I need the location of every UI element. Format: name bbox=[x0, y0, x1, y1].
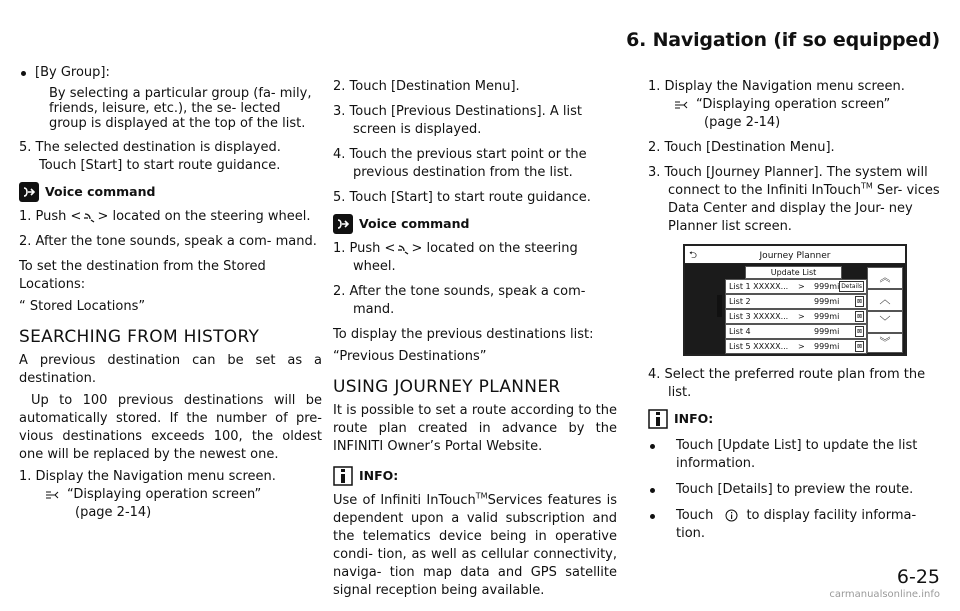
steering-talk-icon bbox=[397, 243, 409, 255]
journey-step-1: 1. Display the Navigation menu screen. bbox=[648, 79, 905, 94]
history-paragraph-2: Up to 100 previous destinations will be automatically stored. If the number of pre- vious destinations exceeds 100, the oldest one will be replaced by the newest one. bbox=[19, 393, 322, 462]
list-row[interactable]: List 2 999mi ⊠ bbox=[725, 294, 867, 309]
voice-step-1: 1. Push < > located on the steering wheel. bbox=[19, 209, 311, 224]
scroll-top-icon[interactable]: ︽ bbox=[867, 267, 903, 289]
info-circle-icon bbox=[725, 509, 738, 522]
reference-link: “Displaying operation screen” bbox=[19, 486, 322, 504]
info-heading: INFO: bbox=[333, 466, 617, 486]
info-button[interactable]: ⊠ bbox=[856, 328, 862, 335]
scroll-down-icon[interactable]: ﹀ bbox=[867, 311, 903, 333]
journey-paragraph: It is possible to set a route according to the route plan created in advance by the INFINITI Owner’s Portal Website. bbox=[333, 403, 617, 454]
list-row[interactable]: List 1 XXXXX... > 999mi Details bbox=[725, 279, 867, 294]
info-paragraph: Use of Infiniti InTouch™Services features is dependent upon a valid subscription and the telematics device being in operative condi- tion, as well as cellular connectivity, naviga- tion map data and GPS satellite signal reception being available. bbox=[333, 491, 617, 598]
prev-step-2: 2. Touch [Destination Menu]. bbox=[333, 79, 520, 94]
info-button[interactable]: ⊠ bbox=[856, 343, 862, 350]
section-heading-journey: USING JOURNEY PLANNER bbox=[333, 377, 561, 397]
prev-step-4: 4. Touch the previous start point or the previous destination from the list. bbox=[333, 147, 587, 180]
journey-step-3: 3. Touch [Journey Planner]. The system will connect to the Infiniti InTouch™ Ser- vices Data Center and display the Jour- ney Planner list screen. bbox=[648, 165, 940, 234]
info-bullet-2: Touch [Details] to preview the route. bbox=[648, 481, 941, 499]
info-button[interactable]: ⊠ bbox=[856, 298, 862, 305]
list-row[interactable]: List 4 999mi ⊠ bbox=[725, 324, 867, 339]
voice-command-heading: Voice command bbox=[333, 214, 617, 234]
steering-talk-icon bbox=[83, 211, 95, 223]
list-row[interactable]: List 5 XXXXX... > 999mi ⊠ bbox=[725, 339, 867, 354]
stored-locations-command: “ Stored Locations” bbox=[19, 299, 146, 314]
by-group-description: By selecting a particular group (fa- mily, friends, leisure, etc.), the se- lected group is displayed at the top of the list. bbox=[49, 86, 312, 131]
info-icon bbox=[648, 409, 668, 429]
reference-page: (page 2-14) bbox=[75, 505, 152, 520]
prev-step-3: 3. Touch [Previous Destinations]. A list screen is displayed. bbox=[333, 104, 582, 137]
scroll-bottom-icon[interactable]: ︾ bbox=[867, 333, 903, 353]
details-button[interactable]: Details bbox=[841, 283, 862, 290]
watermark: carmanualsonline.info bbox=[829, 589, 940, 600]
journey-planner-screenshot bbox=[683, 244, 907, 356]
reference-hand-icon bbox=[45, 490, 63, 500]
page-header-title: 6. Navigation (if so equipped) bbox=[626, 29, 940, 51]
info-bullet-1: Touch [Update List] to update the list information. bbox=[648, 437, 941, 473]
info-icon bbox=[333, 466, 353, 486]
list-row[interactable]: List 3 XXXXX... > 999mi ⊠ bbox=[725, 309, 867, 324]
selection-marker bbox=[717, 295, 722, 317]
step-5: 5. The selected destination is displayed. Touch [Start] to start route guidance. bbox=[19, 140, 281, 173]
journey-step-4: 4. Select the preferred route plan from the list. bbox=[648, 367, 926, 400]
reference-hand-icon bbox=[674, 100, 692, 110]
scroll-up-icon[interactable]: ︿ bbox=[867, 289, 903, 311]
screen-title-bar bbox=[685, 246, 905, 264]
voice-command-icon bbox=[333, 214, 353, 234]
voice-step-2: 2. After the tone sounds, speak a com- mand. bbox=[19, 234, 317, 249]
previous-destinations-command: “Previous Destinations” bbox=[333, 349, 487, 364]
page-number: 6-25 bbox=[896, 566, 940, 588]
bullet-by-group: [By Group]: bbox=[19, 64, 322, 82]
update-list-button[interactable]: Update List bbox=[745, 266, 842, 279]
info-heading: INFO: bbox=[648, 409, 941, 429]
column-3 bbox=[648, 56, 941, 547]
voice-step-2: 2. After the tone sounds, speak a com- mand. bbox=[333, 284, 586, 317]
reference-page: (page 2-14) bbox=[704, 115, 781, 130]
back-arrow-icon[interactable]: ⮌ bbox=[689, 250, 698, 261]
previous-destinations-intro: To display the previous destinations list: bbox=[333, 327, 594, 342]
history-step-1: 1. Display the Navigation menu screen. bbox=[19, 469, 276, 484]
voice-command-icon bbox=[19, 182, 39, 202]
screen-title: Journey Planner bbox=[759, 251, 831, 261]
section-heading-history: SEARCHING FROM HISTORY bbox=[19, 327, 260, 347]
info-button[interactable]: ⊠ bbox=[856, 313, 862, 320]
reference-link: “Displaying operation screen” bbox=[648, 96, 941, 114]
prev-step-5: 5. Touch [Start] to start route guidance. bbox=[333, 190, 591, 205]
column-1 bbox=[19, 56, 322, 522]
column-2 bbox=[333, 56, 617, 604]
voice-command-heading: Voice command bbox=[19, 182, 322, 202]
history-paragraph-1: A previous destination can be set as a destination. bbox=[19, 353, 322, 386]
stored-locations-intro: To set the destination from the Stored Locations: bbox=[19, 259, 266, 292]
info-bullet-3: Touch to display facility informa- tion. bbox=[648, 507, 941, 543]
voice-step-1: 1. Push < > located on the steering wheel. bbox=[333, 241, 578, 274]
journey-step-2: 2. Touch [Destination Menu]. bbox=[648, 140, 835, 155]
